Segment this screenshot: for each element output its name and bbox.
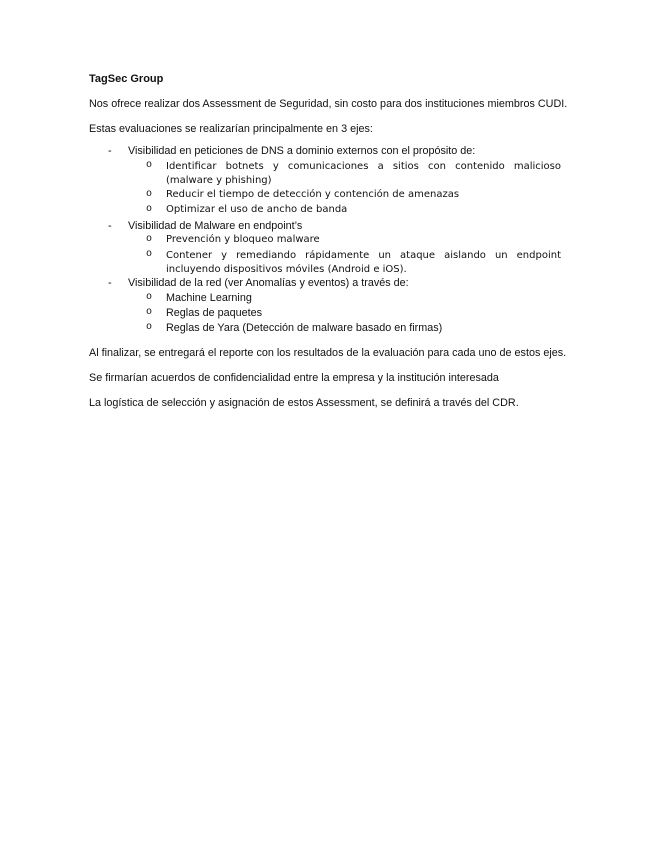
axis-label: Visibilidad en peticiones de DNS a dominio externos con el propósito de: (128, 145, 476, 157)
circle-bullet: o (146, 189, 153, 200)
axis-label: Visibilidad de la red (ver Anomalías y eventos) a través de: (128, 277, 409, 289)
dash-bullet: - (108, 220, 112, 232)
sub-item-text: Optimizar el uso de ancho de banda (166, 204, 348, 215)
dash-bullet: - (108, 277, 112, 289)
axis-label: Visibilidad de Malware en endpoint’s (128, 220, 303, 232)
dash-bullet: - (108, 145, 112, 157)
sub-item-text: Contener y remediando rápidamente un ataque aislando un endpoint incluyendo dispositivos móviles (Android e iOS). (166, 250, 561, 275)
closing-paragraph: Al finalizar, se entregará el reporte con los resultados de la evaluación para cada uno de estos ejes. (89, 347, 567, 359)
sub-item-text: Reglas de paquetes (166, 307, 263, 319)
intro-paragraph: Nos ofrece realizar dos Assessment de Seguridad, sin costo para dos instituciones miembros CUDI. (89, 98, 568, 110)
circle-bullet: o (146, 160, 153, 171)
sub-item-text: Identificar botnets y comunicaciones a sitios con contenido malicioso (malware y phishing) (166, 161, 561, 186)
sub-item-text: Machine Learning (166, 292, 252, 304)
axes-intro-paragraph: Estas evaluaciones se realizarían principalmente en 3 ejes: (89, 123, 373, 135)
closing-paragraph: Se firmarían acuerdos de confidencialidad entre la empresa y la institución interesada (89, 372, 499, 384)
circle-bullet: o (146, 234, 153, 245)
circle-bullet: o (146, 249, 153, 260)
sub-item-text: Prevención y bloqueo malware (166, 234, 320, 245)
circle-bullet: o (146, 292, 153, 303)
circle-bullet: o (146, 322, 153, 333)
sub-item-text: Reglas de Yara (Detección de malware basado en firmas) (166, 322, 443, 334)
sub-item-text: Reducir el tiempo de detección y contención de amenazas (166, 189, 460, 200)
circle-bullet: o (146, 307, 153, 318)
closing-paragraph: La logística de selección y asignación de estos Assessment, se definirá a través del CDR. (89, 397, 519, 409)
circle-bullet: o (146, 204, 153, 215)
document-title: TagSec Group (89, 73, 164, 85)
